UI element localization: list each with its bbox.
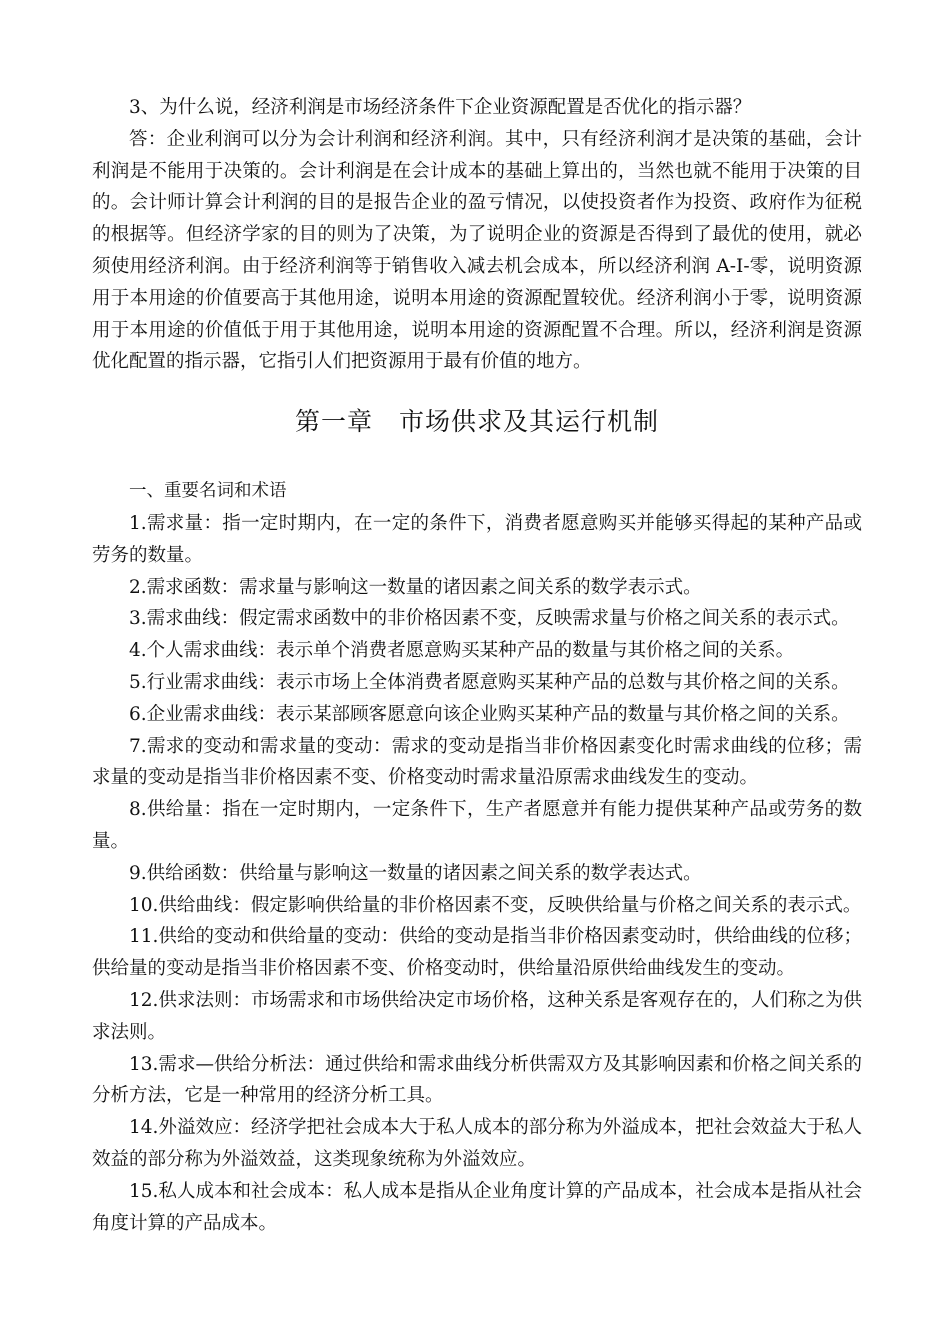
term-item: 9.供给函数：供给量与影响这一数量的诸因素之间关系的数学表达式。 <box>129 862 702 884</box>
term-item: 7.需求的变动和需求量的变动：需求的变动是指当非价格因素变化时需求曲线的位移；需求量的变动是指当非价格因素不变、价格变动时需求量沿原需求曲线发生的变动。 <box>92 735 862 789</box>
term-item: 14.外溢效应：经济学把社会成本大于私人成本的部分称为外溢成本，把社会效益大于私人效益的部分称为外溢效益，这类现象统称为外溢效应。 <box>92 1117 862 1170</box>
term-item: 4.个人需求曲线：表示单个消费者愿意购买某种产品的数量与其价格之间的关系。 <box>129 640 795 662</box>
term-item: 10.供给曲线：假定影响供给量的非价格因素不变，反映供给量与价格之间关系的表示式。 <box>129 894 862 916</box>
question-answer: 答：企业利润可以分为会计利润和经济利润。其中，只有经济利润才是决策的基础，会计利润是不能用于决策的。会计利润是在会计成本的基础上算出的，当然也就不能用于决策的目的。会计师计算会计利润的目的是报告企业的盈亏情况，以使投资者作为投资、政府作为征税的根据等。但经济学家的目的则为了决策，为了说明企业的资源是否得到了最优的使用，就必须使用经济利润。由于经济利润等于销售收入减去机会成本，所以经济利润 A-I-零，说明资源用于本用途的价值要高于其他用途，说明本用途的资源配置较优。经济利润小于零，说明资源用于本用途的价值低于用于其他用途，说明本用途的资源配置不合理。所以，经济利润是资源优化配置的指示器，它指引人们把资源用于最有价值的地方。 <box>92 128 862 373</box>
term-item: 12.供求法则：市场需求和市场供给决定市场价格，这种关系是客观存在的，人们称之为供求法则。 <box>92 989 862 1043</box>
chapter-title: 第一章 市场供求及其运行机制 <box>294 407 659 437</box>
term-item: 3.需求曲线：假定需求函数中的非价格因素不变，反映需求量与价格之间关系的表示式。 <box>129 608 850 630</box>
term-item: 11.供给的变动和供给量的变动：供给的变动是指当非价格因素变动时，供给曲线的位移；供给量的变动是指当非价格因素不变、价格变动时，供给量沿原供给曲线发生的变动。 <box>92 926 862 980</box>
term-item: 8.供给量：指在一定时期内，一定条件下，生产者愿意并有能力提供某种产品或劳务的数量。 <box>92 799 862 852</box>
term-item: 13.需求—供给分析法：通过供给和需求曲线分析供需双方及其影响因素和价格之间关系的分析方法，它是一种常用的经济分析工具。 <box>92 1053 862 1107</box>
section-heading: 一、重要名词和术语 <box>129 481 287 502</box>
document-page <box>92 92 862 1239</box>
question-title: 3、为什么说，经济利润是市场经济条件下企业资源配置是否优化的指示器？ <box>129 97 752 118</box>
term-item: 15.私人成本和社会成本：私人成本是指从企业角度计算的产品成本，社会成本是指从社会角度计算的产品成本。 <box>92 1180 862 1234</box>
term-item: 5.行业需求曲线：表示市场上全体消费者愿意购买某种产品的总数与其价格之间的关系。 <box>129 671 850 693</box>
term-item: 6.企业需求曲线：表示某部顾客愿意向该企业购买某种产品的数量与其价格之间的关系。 <box>129 703 850 725</box>
term-item: 2.需求函数：需求量与影响这一数量的诸因素之间关系的数学表示式。 <box>129 576 702 598</box>
term-item: 1.需求量：指一定时期内，在一定的条件下，消费者愿意购买并能够买得起的某种产品或劳务的数量。 <box>92 512 862 566</box>
